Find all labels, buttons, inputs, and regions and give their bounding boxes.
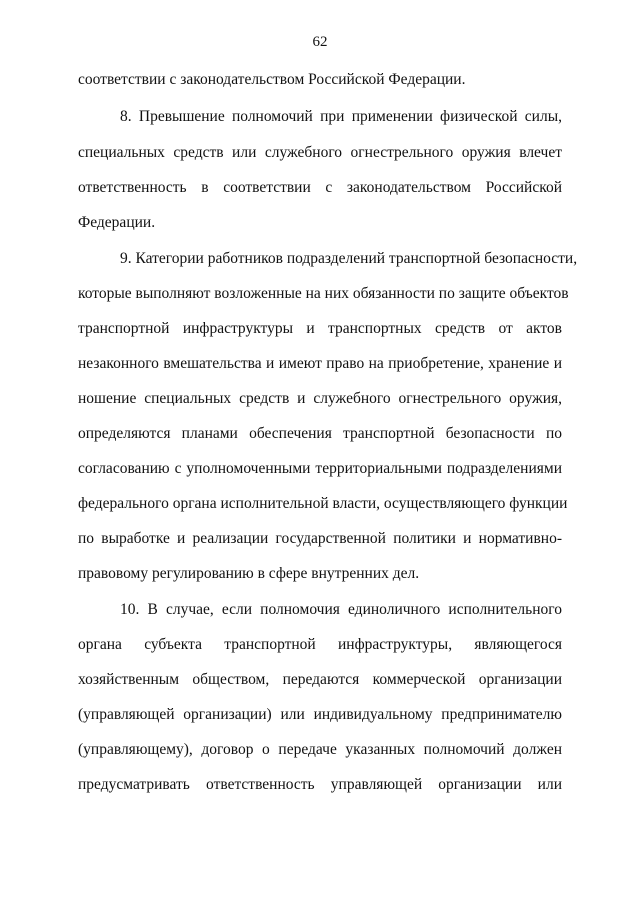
- text-line: соответствии с законодательством Российской Федерации.: [78, 71, 466, 88]
- text-line: согласованию с уполномоченными территориальными подразделениями: [78, 460, 562, 477]
- text-line: правовому регулированию в сфере внутренних дел.: [78, 565, 420, 582]
- text-line: специальных средств или служебного огнестрельного оружия влечет: [78, 144, 562, 161]
- text-line: ответственность в соответствии с законодательством Российской: [78, 179, 562, 196]
- text-line: Федерации.: [78, 214, 156, 231]
- text-line: (управляющей организации) или индивидуальному предпринимателю: [78, 706, 562, 723]
- text-line: 9. Категории работников подразделений транспортной безопасности,: [120, 250, 578, 267]
- page-number: 62: [312, 34, 328, 50]
- text-line: (управляющему), договор о передаче указанных полномочий должен: [78, 741, 562, 758]
- text-line: 10. В случае, если полномочия единоличного исполнительного: [120, 601, 562, 618]
- text-line: ношение специальных средств и служебного огнестрельного оружия,: [78, 390, 562, 407]
- text-line: федерального органа исполнительной власти, осуществляющего функции: [78, 495, 568, 512]
- text-line: предусматривать ответственность управляющей организации или: [78, 776, 562, 793]
- text-line: 8. Превышение полномочий при применении физической силы,: [120, 108, 562, 125]
- text-line: хозяйственным обществом, передаются коммерческой организации: [78, 671, 562, 688]
- text-line: незаконного вмешательства и имеют право на приобретение, хранение и: [78, 355, 562, 372]
- text-line: по выработке и реализации государственной политики и нормативно-: [78, 530, 562, 547]
- text-line: которые выполняют возложенные на них обязанности по защите объектов: [78, 285, 569, 302]
- text-line: органа субъекта транспортной инфраструктуры, являющегося: [78, 636, 562, 653]
- text-line: транспортной инфраструктуры и транспортных средств от актов: [78, 320, 562, 337]
- text-line: определяются планами обеспечения транспортной безопасности по: [78, 425, 562, 442]
